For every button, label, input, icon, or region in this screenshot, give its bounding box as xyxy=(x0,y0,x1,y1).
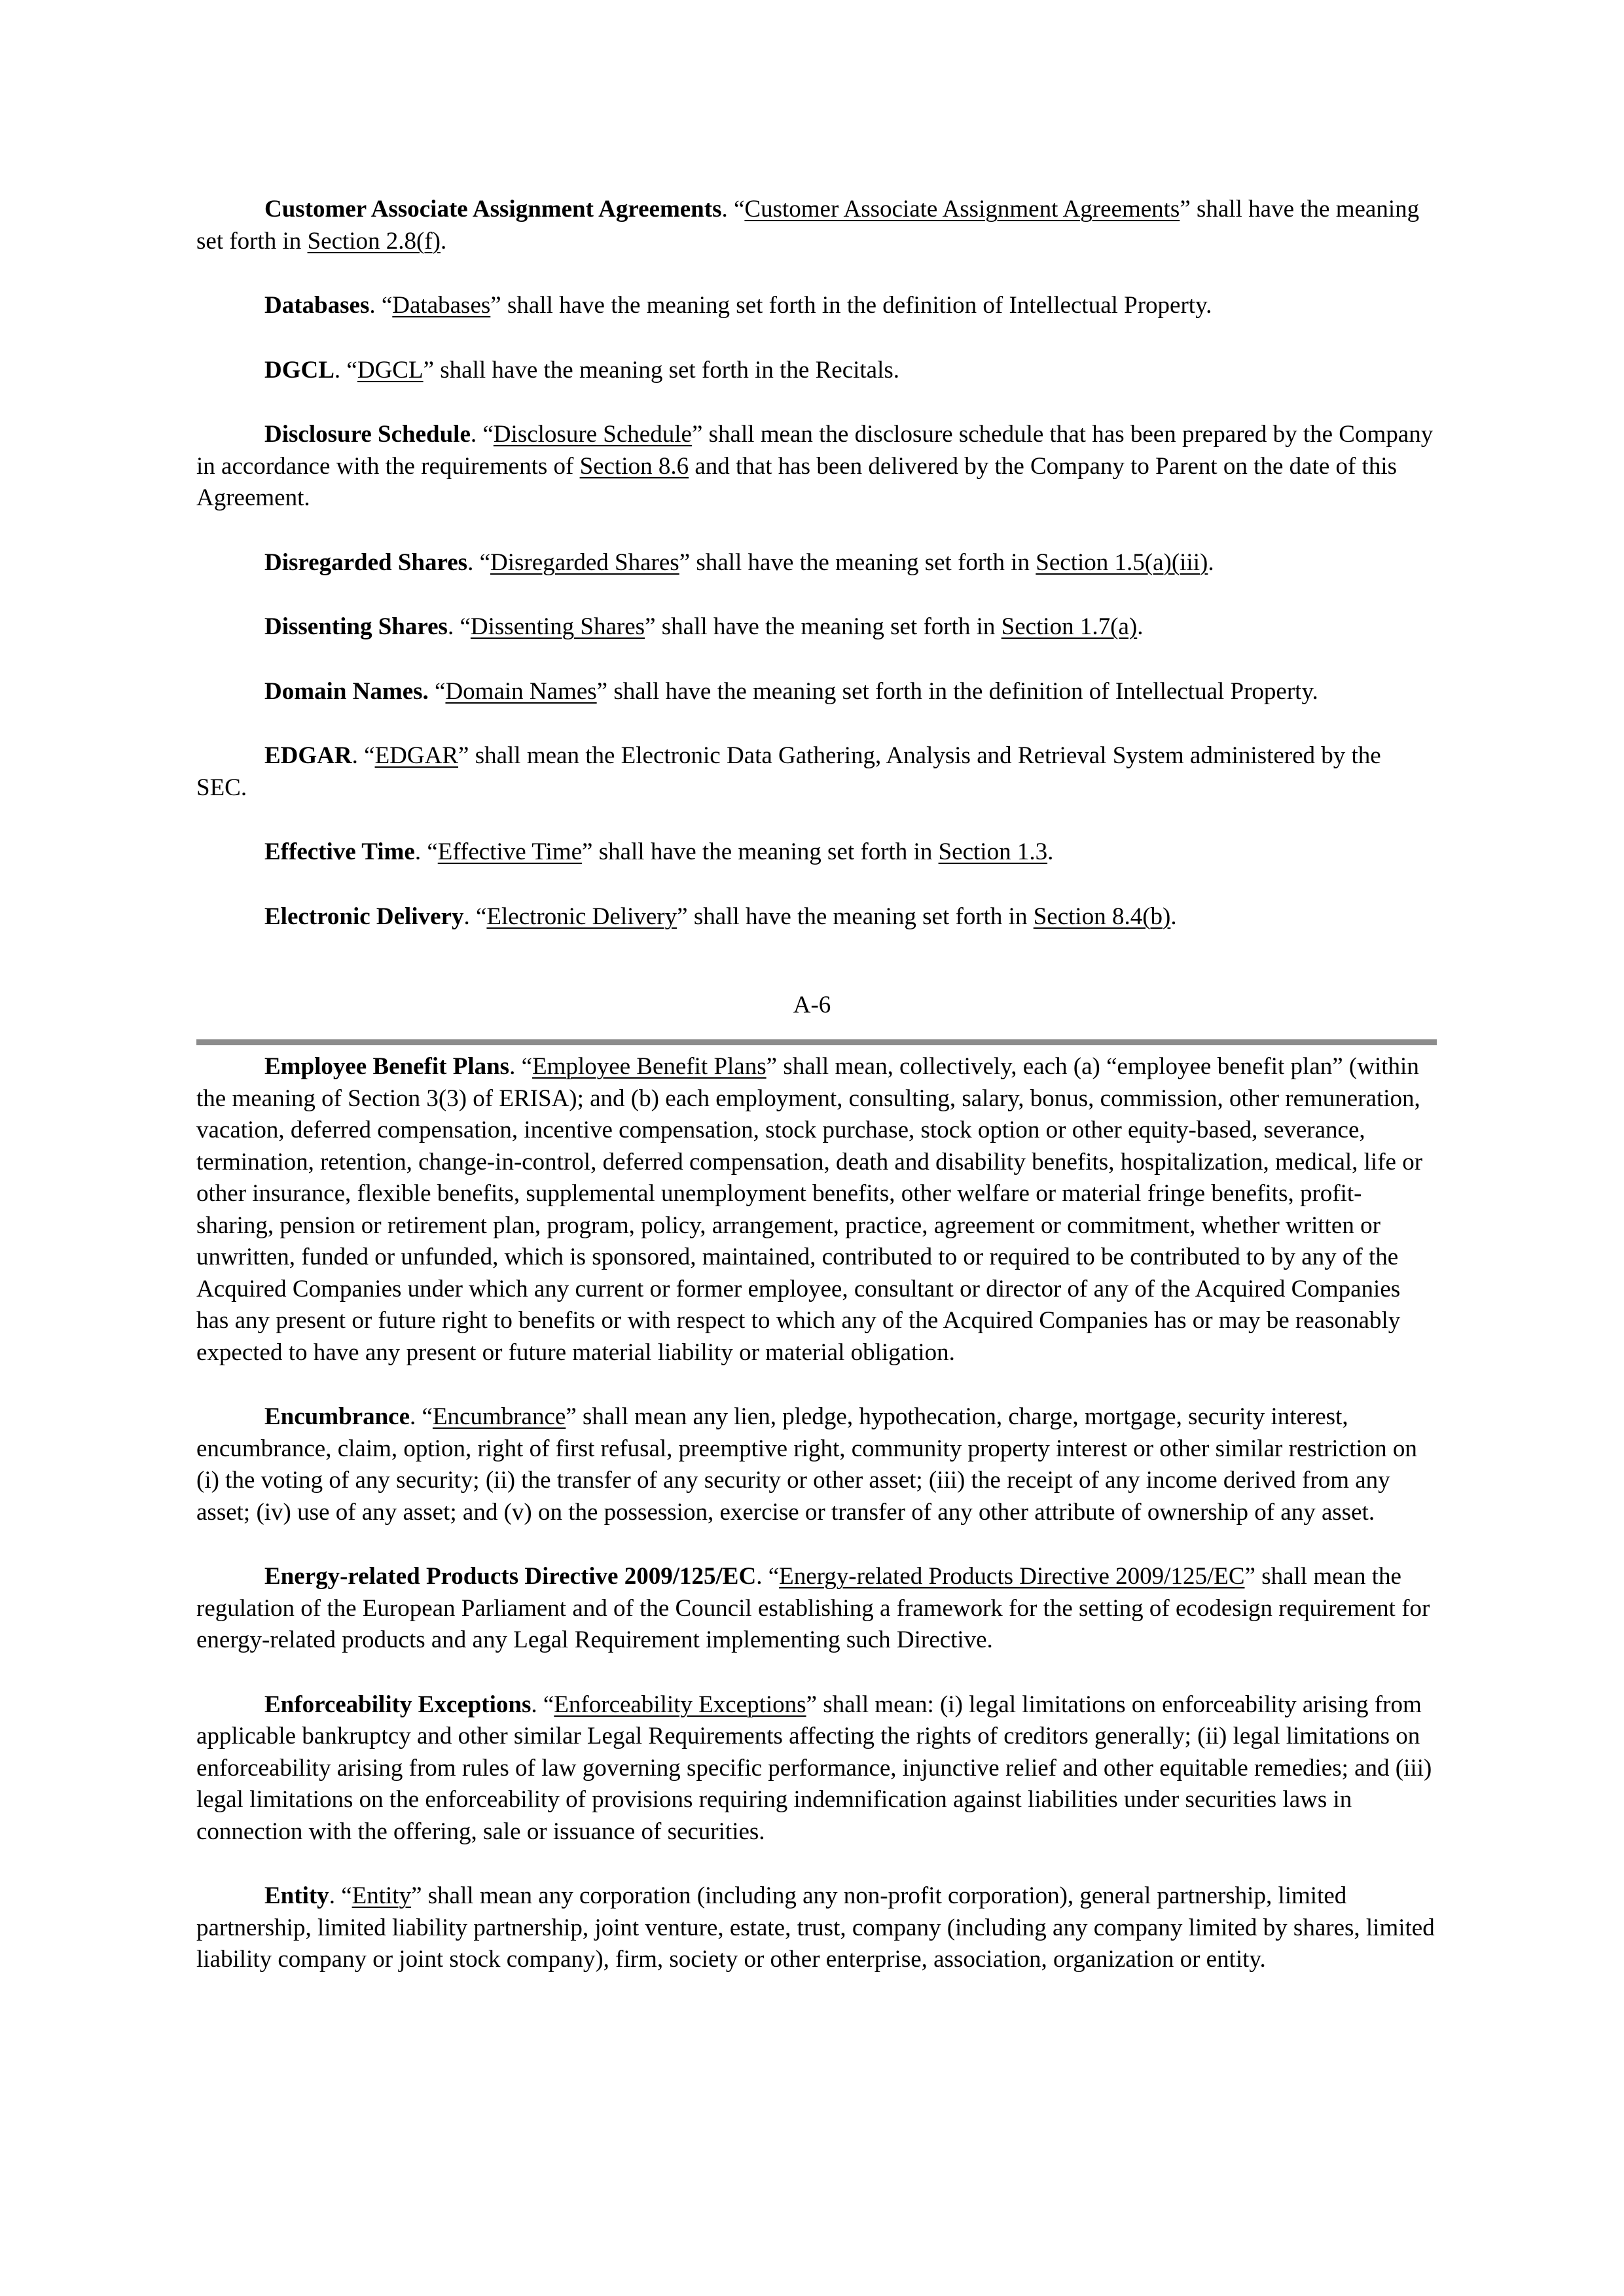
definition-text-tail: . xyxy=(1137,613,1144,640)
defined-term-quoted: Energy-related Products Directive 2009/125/EC xyxy=(779,1563,1245,1590)
definition-text: shall have the meaning set forth in the Recitals. xyxy=(434,356,900,384)
section-reference[interactable]: Section 8.4(b) xyxy=(1033,903,1171,930)
page-a6-content xyxy=(196,194,1437,965)
defined-term-quoted: Databases xyxy=(392,292,491,319)
section-reference[interactable]: Section 2.8(f) xyxy=(307,227,441,255)
definition-text-tail: and that has been delivered by the Company to Parent on the date of this Agreement. xyxy=(196,452,1398,511)
defined-term: DGCL xyxy=(264,356,334,384)
definition-text: shall have the meaning set forth in xyxy=(655,613,1001,640)
definition-employee-benefit-plans: Employee Benefit Plans. “Employee Benefit Plans” shall mean, collectively, each (a) “employee benefit plan” (within the meaning of Section 3(3) of ERISA); and (b) each employment, consulting, salary, bonus, commission, other remuneration, vacation, deferred compensation, incentive compensation, stock purchase, stock option or other equity-based, severance, termination, retention, change-in-control, deferred compensation, death and disability benefits, hospitalization, medical, life or other insurance, flexible benefits, supplemental unemployment benefits, other welfare or material fringe benefits, profit-sharing, pension or retirement plan, program, policy, arrangement, practice, agreement or commitment, whether written or unwritten, funded or unfunded, which is sponsored, maintained, contributed to or required to be contributed to by any of the Acquired Companies under which any current or former employee, consultant or director of any of the Acquired Companies has any present or future right to benefits or with respect to which any of the Acquired Companies has or may be reasonably expected to have any present or future material liability or material obligation. xyxy=(196,1053,1423,1366)
page-a7-content xyxy=(196,1051,1437,2009)
definition-effective-time: Effective Time. “Effective Time” shall have the meaning set forth in Section 1.3. xyxy=(264,838,1054,865)
definition-disregarded-shares: Disregarded Shares. “Disregarded Shares” shall have the meaning set forth in Section 1.5(a)(iii). xyxy=(264,548,1214,576)
definition-domain-names: Domain Names. “Domain Names” shall have the meaning set forth in the definition of Intellectual Property. xyxy=(264,677,1318,705)
definition-text: shall mean the regulation of the European Parliament and of the Council establishing a framework for the setting of ecodesign requirement for energy-related products and any Legal Requirement implementing such Directive. xyxy=(196,1563,1430,1653)
defined-term-quoted: Customer Associate Assignment Agreements xyxy=(744,196,1180,223)
section-reference[interactable]: Section 1.5(a)(iii) xyxy=(1036,548,1208,576)
defined-term-quoted: Electronic Delivery xyxy=(486,903,677,930)
defined-term: Disregarded Shares xyxy=(264,548,468,576)
page-number: A-6 xyxy=(793,992,831,1018)
section-reference[interactable]: Section 1.7(a) xyxy=(1001,613,1138,640)
section-reference[interactable]: Section 8.6 xyxy=(579,452,689,480)
page-divider xyxy=(196,1039,1437,1045)
defined-term-quoted: Disclosure Schedule xyxy=(493,421,692,448)
defined-term: Encumbrance xyxy=(264,1403,410,1430)
definition-dgcl: DGCL. “DGCL” shall have the meaning set forth in the Recitals. xyxy=(264,356,900,384)
definition-disclosure-schedule: Disclosure Schedule. “Disclosure Schedule” shall mean the disclosure schedule that has been prepared by the Company in accordance with the requirements of Section 8.6 and that has been delivered by the Company to Parent on the date of this Agreement. xyxy=(196,421,1434,511)
defined-term: Databases xyxy=(264,292,370,319)
definition-energy-related-products-directive: Energy-related Products Directive 2009/125/EC. “Energy-related Products Directive 2009/125/EC” shall mean the regulation of the European Parliament and of the Council establishing a framework for the setting of ecodesign requirement for energy-related products and any Legal Requirement implementing such Directive. xyxy=(196,1563,1430,1653)
definition-edgar: EDGAR. “EDGAR” shall mean the Electronic Data Gathering, Analysis and Retrieval System administered by the SEC. xyxy=(196,742,1381,801)
defined-term-quoted: EDGAR xyxy=(374,742,459,769)
definition-enforceability-exceptions: Enforceability Exceptions. “Enforceability Exceptions” shall mean: (i) legal limitations on enforceability arising from applicable bankruptcy and other similar Legal Requirements affecting the rights of creditors generally; (ii) legal limitations on enforceability arising from rules of law governing specific performance, injunctive relief and other equitable remedies; and (iii) legal limitations on the enforceability of provisions requiring indemnification against liabilities under securities laws in connection with the offering, sale or issuance of securities. xyxy=(196,1691,1432,1845)
defined-term: Effective Time xyxy=(264,838,415,865)
definition-text: shall mean: (i) legal limitations on enforceability arising from applicable bankruptcy and other similar Legal Requirements affecting the rights of creditors generally; (ii) legal limitations on enforceability arising from rules of law governing specific performance, injunctive relief and other equitable remedies; and (iii) legal limitations on the enforceability of provisions requiring indemnification against liabilities under securities laws in connection with the offering, sale or issuance of securities. xyxy=(196,1691,1432,1845)
definition-text: shall have the meaning set forth in xyxy=(687,903,1034,930)
defined-term: Disclosure Schedule xyxy=(264,421,471,448)
definition-text: shall mean, collectively, each (a) “employee benefit plan” (within the meaning of Section 3(3) of ERISA); and (b) each employment, consulting, salary, bonus, commission, other remuneration, vacation, deferred compensation, incentive compensation, stock purchase, stock option or other equity-based, severance, termination, retention, change-in-control, deferred compensation, death and disability benefits, hospitalization, medical, life or other insurance, flexible benefits, supplemental unemployment benefits, other welfare or material fringe benefits, profit-sharing, pension or retirement plan, program, policy, arrangement, practice, agreement or commitment, whether written or unwritten, funded or unfunded, which is sponsored, maintained, contributed to or required to be contributed to by any of the Acquired Companies under which any current or former employee, consultant or director of any of the Acquired Companies has any present or future right to benefits or with respect to which any of the Acquired Companies has or may be reasonably expected to have any present or future material liability or material obligation. xyxy=(196,1053,1423,1366)
definition-text-tail: . xyxy=(1208,548,1214,576)
definition-text: shall have the meaning set forth in the definition of Intellectual Property. xyxy=(501,292,1212,319)
definition-entity: Entity. “Entity” shall mean any corporation (including any non-profit corporation), general partnership, limited partnership, limited liability partnership, joint venture, estate, trust, company (including any company limited by shares, limited liability company or joint stock company), firm, society or other enterprise, association, organization or entity. xyxy=(196,1882,1435,1973)
definition-text-tail: . xyxy=(1047,838,1054,865)
definition-customer-associate-assignment-agreements: Customer Associate Assignment Agreements. “Customer Associate Assignment Agreements” shall have the meaning set forth in Section 2.8(f). xyxy=(196,196,1420,255)
defined-term: Entity xyxy=(264,1882,329,1909)
defined-term: Domain Names. xyxy=(264,677,429,705)
section-reference[interactable]: Section 1.3 xyxy=(938,838,1048,865)
definition-text: shall have the meaning set forth in xyxy=(196,196,1420,255)
defined-term: EDGAR xyxy=(264,742,352,769)
definition-databases: Databases. “Databases” shall have the meaning set forth in the definition of Intellectual Property. xyxy=(264,292,1212,319)
defined-term: Energy-related Products Directive 2009/125/EC xyxy=(264,1563,757,1590)
defined-term-quoted: Disregarded Shares xyxy=(490,548,679,576)
definition-text: shall have the meaning set forth in the definition of Intellectual Property. xyxy=(607,677,1318,705)
defined-term: Customer Associate Assignment Agreements xyxy=(264,196,722,223)
defined-term: Dissenting Shares xyxy=(264,613,448,640)
definition-electronic-delivery: Electronic Delivery. “Electronic Delivery” shall have the meaning set forth in Section 8.4(b). xyxy=(264,903,1177,930)
defined-term: Electronic Delivery xyxy=(264,903,464,930)
definition-text-tail: . xyxy=(1170,903,1177,930)
defined-term-quoted: Dissenting Shares xyxy=(470,613,645,640)
definition-text: shall have the meaning set forth in xyxy=(592,838,939,865)
defined-term-quoted: Domain Names xyxy=(445,677,597,705)
definition-text: shall mean the Electronic Data Gathering, Analysis and Retrieval System administered by the SEC. xyxy=(196,742,1381,801)
definition-text: shall mean any corporation (including any non-profit corporation), general partnership, limited partnership, limited liability partnership, joint venture, estate, trust, company (including any company limited by shares, limited liability company or joint stock company), firm, society or other enterprise, association, organization or entity. xyxy=(196,1882,1435,1973)
definition-dissenting-shares: Dissenting Shares. “Dissenting Shares” shall have the meaning set forth in Section 1.7(a). xyxy=(264,613,1144,640)
defined-term: Enforceability Exceptions xyxy=(264,1691,532,1718)
definition-text: shall have the meaning set forth in xyxy=(690,548,1036,576)
definition-encumbrance: Encumbrance. “Encumbrance” shall mean any lien, pledge, hypothecation, charge, mortgage, security interest, encumbrance, claim, option, right of first refusal, preemptive right, community property interest or other similar restriction on (i) the voting of any security; (ii) the transfer of any security or other asset; (iii) the receipt of any income derived from any asset; (iv) use of any asset; and (v) on the possession, exercise or transfer of any other attribute of ownership of any asset. xyxy=(196,1403,1417,1526)
defined-term-quoted: Employee Benefit Plans xyxy=(532,1053,767,1080)
defined-term-quoted: Enforceability Exceptions xyxy=(554,1691,806,1718)
definition-text-tail: . xyxy=(441,227,447,255)
defined-term-quoted: Entity xyxy=(352,1882,412,1909)
defined-term-quoted: DGCL xyxy=(357,356,424,384)
defined-term-quoted: Effective Time xyxy=(437,838,583,865)
defined-term-quoted: Encumbrance xyxy=(432,1403,566,1430)
definition-text: shall mean the disclosure schedule that has been prepared by the Company in accordance with the requirements of xyxy=(196,421,1434,480)
defined-term: Employee Benefit Plans xyxy=(264,1053,510,1080)
definition-text: shall mean any lien, pledge, hypothecation, charge, mortgage, security interest, encumbrance, claim, option, right of first refusal, preemptive right, community property interest or other similar restriction on (i) the voting of any security; (ii) the transfer of any security or other asset; (iii) the receipt of any income derived from any asset; (iv) use of any asset; and (v) on the possession, exercise or transfer of any other attribute of ownership of any asset. xyxy=(196,1403,1417,1526)
